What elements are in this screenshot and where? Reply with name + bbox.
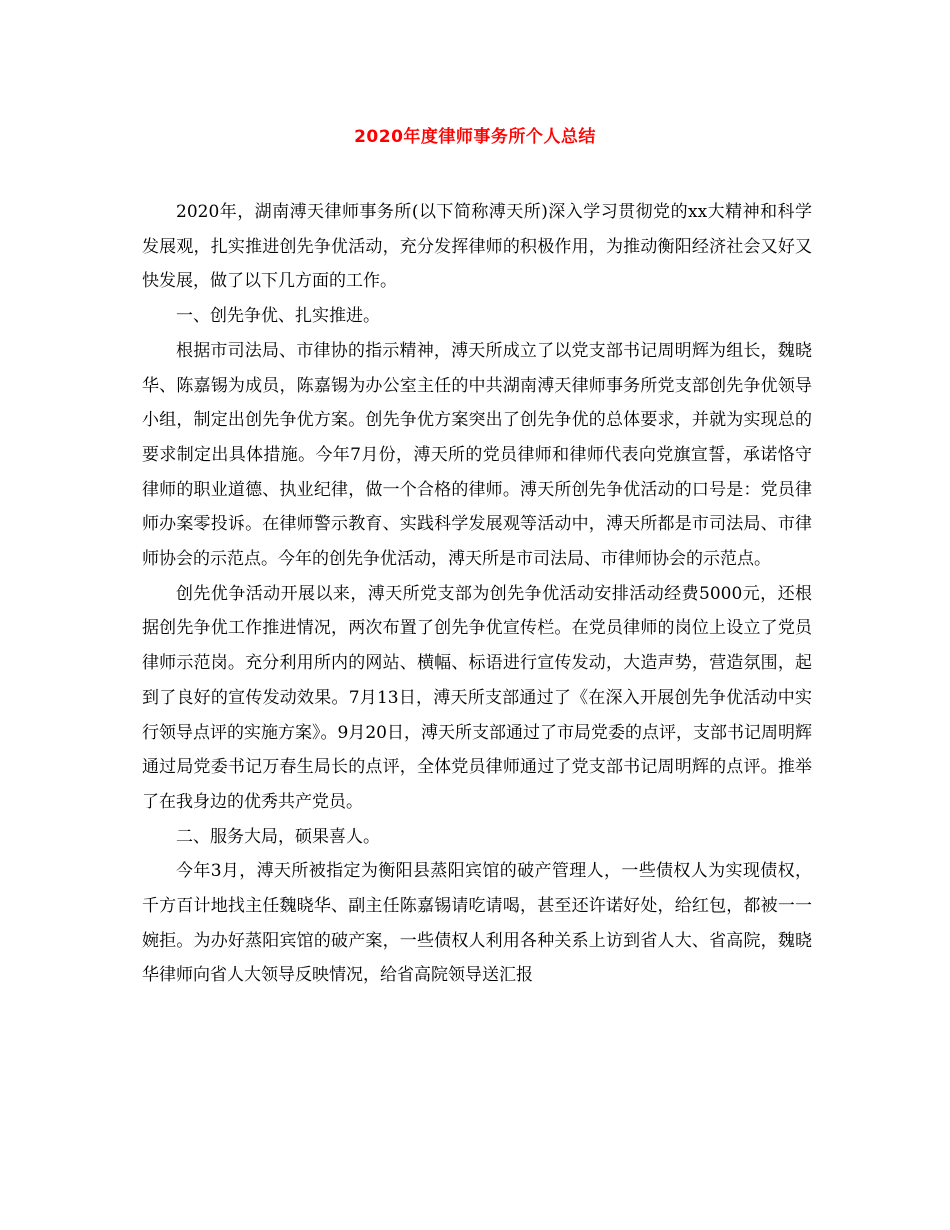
section-heading-2: 二、服务大局，硕果喜人。 [176,826,380,847]
document-body [142,195,812,993]
body-paragraph: 创先优争活动开展以来，溥天所党支部为创先争优活动安排活动经费5000元，还根据创先争优工作推进情况，两次布置了创先争优宣传栏。在党员律师的岗位上设立了党员律师示范岗。充分利用所内的网站、横幅、标语进行宣传发动，大造声势，营造氛围，起到了良好的宣传发动效果。7月13日，溥天所支部通过了《在深入开展创先争优活动中实行领导点评的实施方案》。9月20日，溥天所支部通过了市局党委的点评，支部书记周明辉通过局党委书记万春生局长的点评，全体党员律师通过了党支部书记周明辉的点评。推举了在我身边的优秀共产党员。 [142,583,812,812]
document-title: 2020年度律师事务所个人总结 [354,127,596,147]
intro-paragraph: 2020年，湖南溥天律师事务所(以下简称溥天所)深入学习贯彻党的xx大精神和科学发展观，扎实推进创先争优活动，充分发挥律师的积极作用，为推动衡阳经济社会又好又快发展，做了以下几方面的工作。 [142,202,812,292]
body-paragraph: 根据市司法局、市律协的指示精神，溥天所成立了以党支部书记周明辉为组长，魏晓华、陈嘉锡为成员，陈嘉锡为办公室主任的中共湖南溥天律师事务所党支部创先争优领导小组，制定出创先争优方案。创先争优方案突出了创先争优的总体要求，并就为实现总的要求制定出具体措施。今年7月份，溥天所的党员律师和律师代表向党旗宣誓，承诺恪守律师的职业道德、执业纪律，做一个合格的律师。溥天所创先争优活动的口号是：党员律师办案零投诉。在律师警示教育、实践科学发展观等活动中，溥天所都是市司法局、市律师协会的示范点。今年的创先争优活动，溥天所是市司法局、市律师协会的示范点。 [142,340,812,570]
section-heading-1: 一、创先争优、扎实推进。 [176,306,380,327]
body-paragraph: 今年3月，溥天所被指定为衡阳县蒸阳宾馆的破产管理人，一些债权人为实现债权，千方百计地找主任魏晓华、副主任陈嘉锡请吃请喝，甚至还许诺好处，给红包，都被一一婉拒。为办好蒸阳宾馆的破产案，一些债权人利用各种关系上访到省人大、省高院，魏晓华律师向省人大领导反映情况，给省高院领导送汇报 [142,861,812,986]
